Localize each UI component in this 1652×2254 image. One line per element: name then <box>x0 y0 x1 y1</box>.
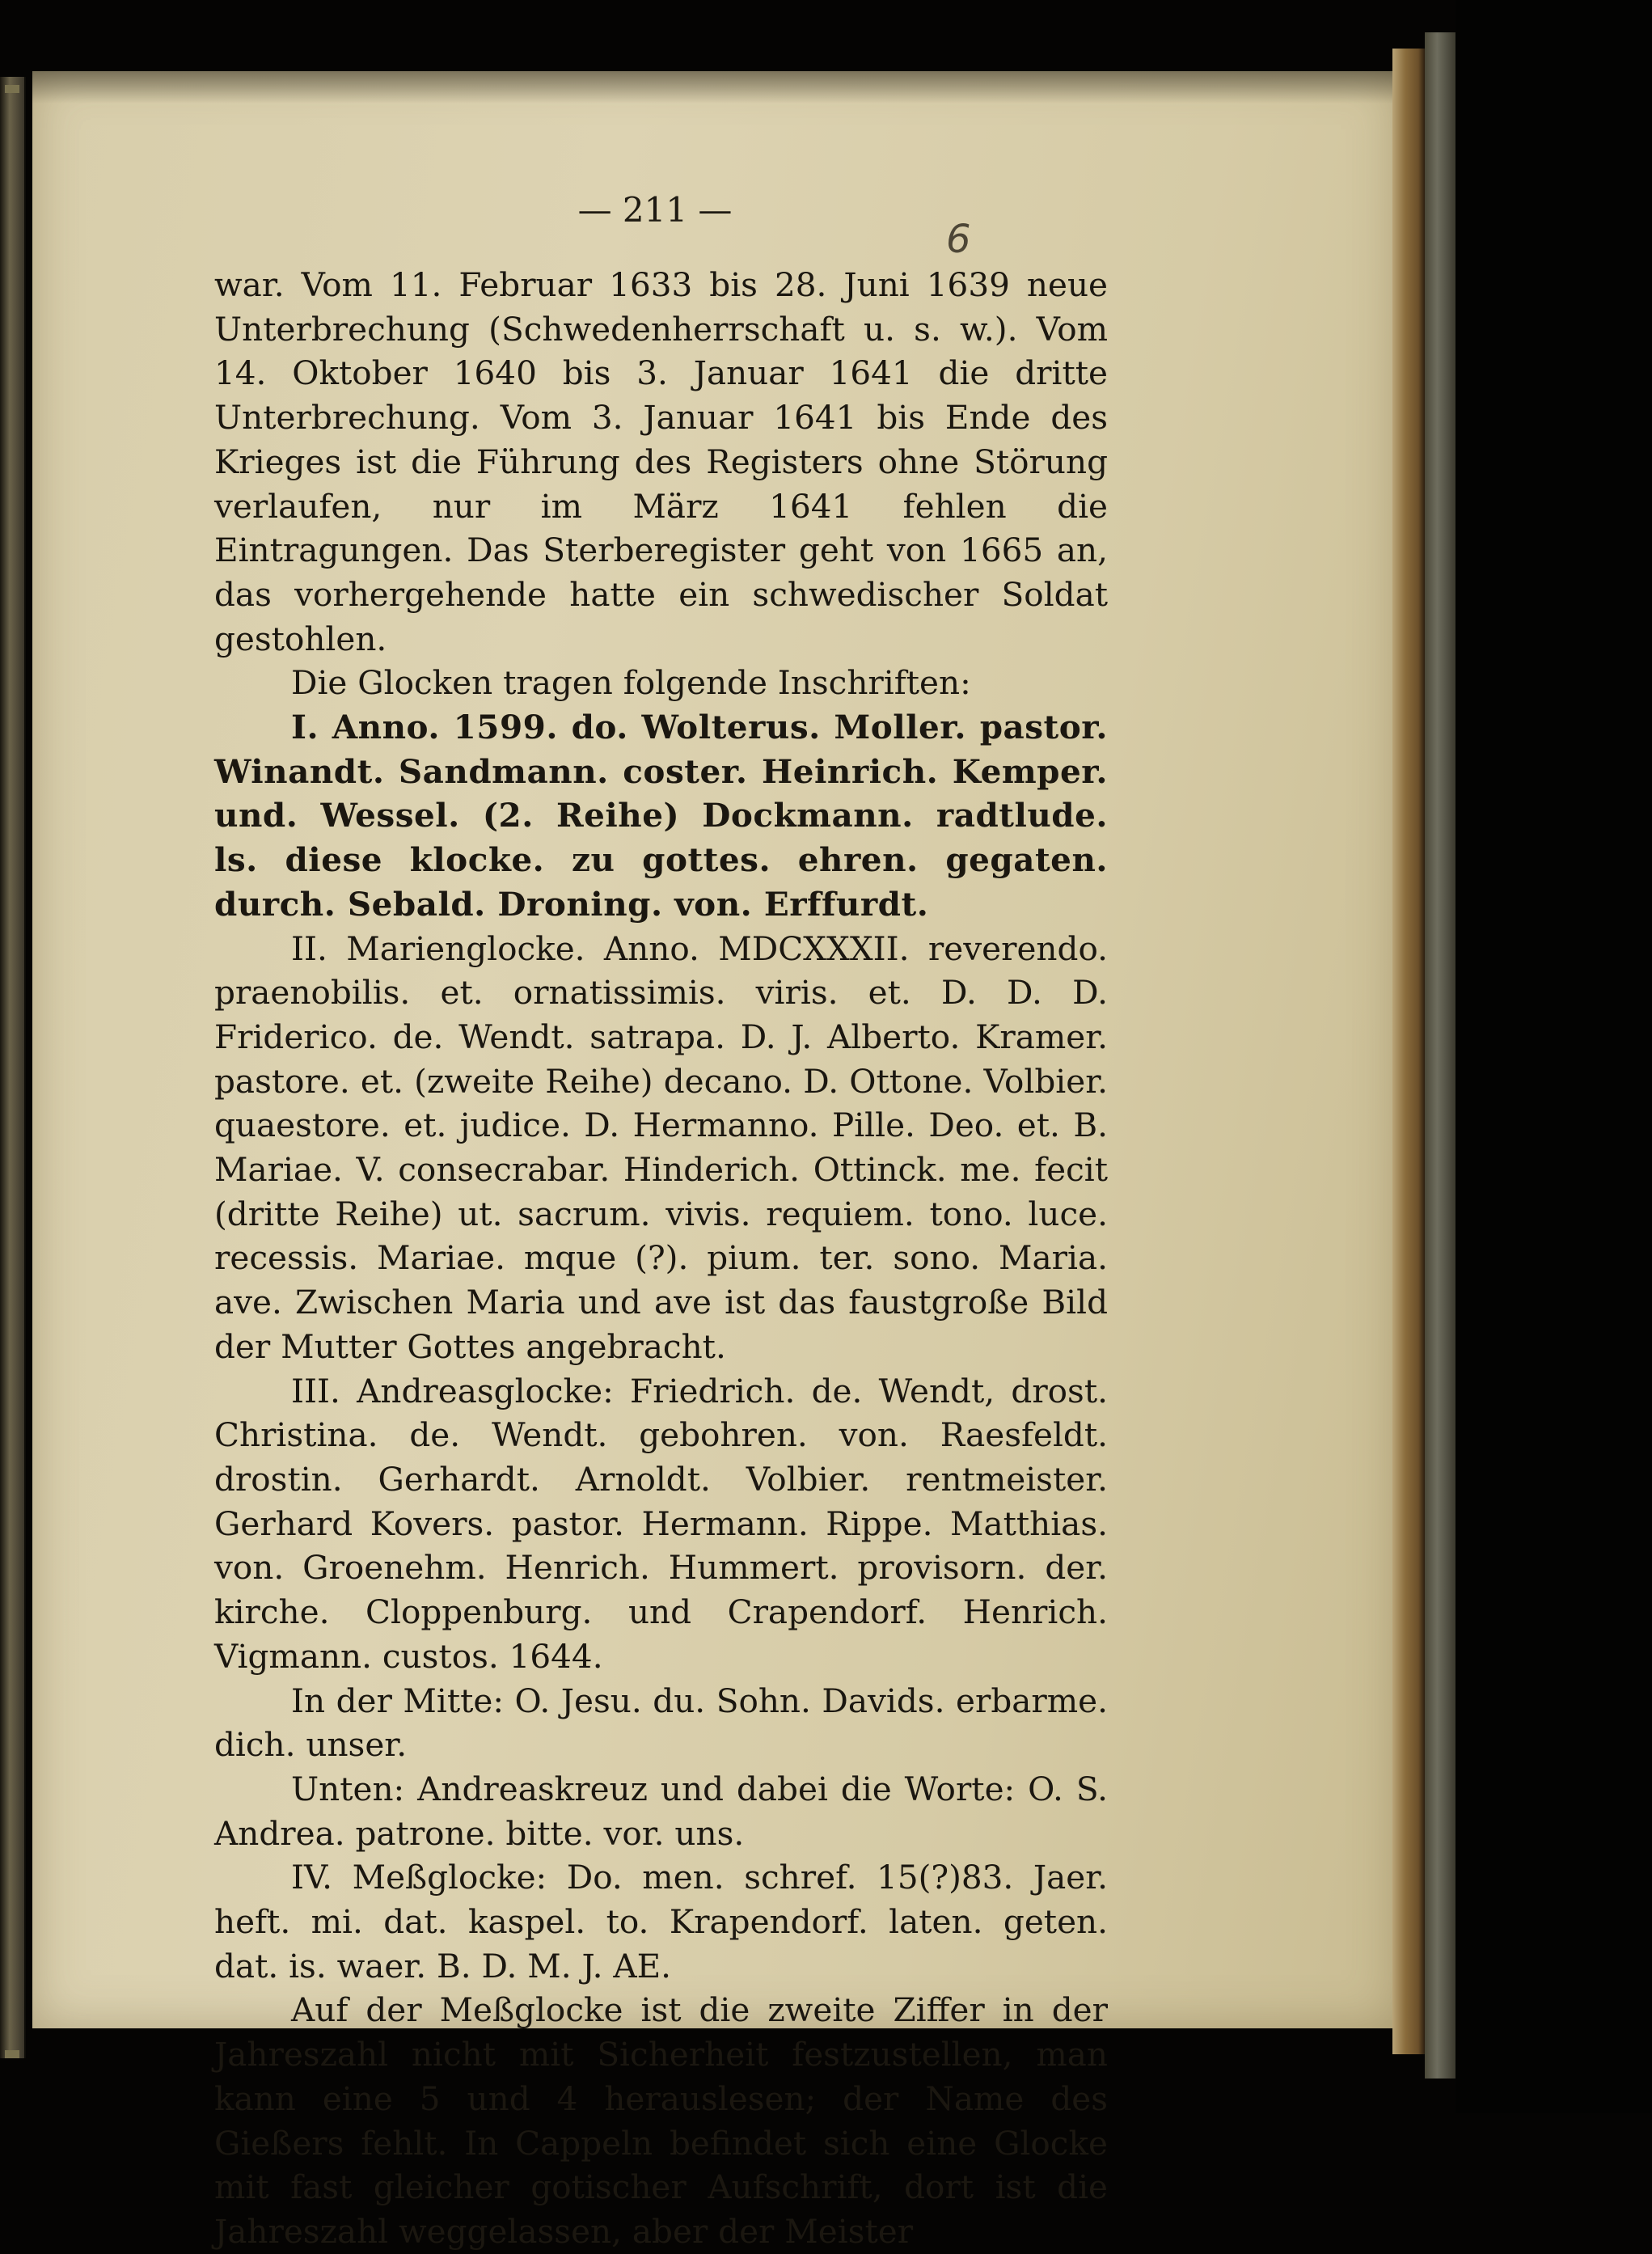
paragraph-bell-3: III. Andreasglocke: Friedrich. de. Wendt, drost. Christina. de. Wendt. gebohren. von. Raesfeldt. drostin. Gerhardt. Arnoldt. Volbier. rentmeister. Gerhard Kovers. pastor. Hermann. Rippe. Matthias. von. Groenehm. Henrich. Hummert. provisorn. der. kirche. Cloppenburg. und Crapendorf. Henrich. Vigmann. custos. 1644. <box>214 1371 1108 1676</box>
paragraph-bell-1: I. Anno. 1599. do. Wolterus. Moller. pastor. Winandt. Sandmann. coster. Heinrich. Kemper. und. Wessel. (2. Reihe) Dockmann. radtlude. ls. diese klocke. zu gottes. ehren. gegaten. durch. Sebald. Droning. von. Erffurdt. <box>214 708 1108 924</box>
paragraph-middle: In der Mitte: O. Jesu. du. Sohn. Davids. erbarme. dich. unser. <box>214 1681 1108 1765</box>
paragraph-bells-intro: Die Glocken tragen folgende Inschriften: <box>291 663 971 703</box>
page-number: — 211 — <box>577 190 733 230</box>
pencil-annotation: 6 <box>946 217 971 262</box>
paragraph-bottom: Unten: Andreaskreuz und dabei die Worte: O. S. Andrea. patrone. bitte. vor. uns. <box>214 1769 1108 1853</box>
page-stack-edge <box>1392 49 1425 2054</box>
left-page-edge <box>0 77 26 2058</box>
body-text <box>214 263 1108 2254</box>
paragraph-register: war. Vom 11. Februar 1633 bis 28. Juni 1639 neue Unterbrechung (Schwedenherrschaft u. s. w.). Vom 14. Oktober 1640 bis 3. Januar 1641 die dritte Unterbrechung. Vom 3. Januar 1641 bis Ende des Krieges ist die Führung des Registers ohne Störung verlaufen, nur im März 1641 fehlen die Eintragungen. Das Sterberegister geht von 1665 an, das vorhergehende hatte ein schwedischer Soldat gestohlen. <box>214 265 1108 658</box>
paragraph-bell-2: II. Marienglocke. Anno. MDCXXXII. reverendo. praenobilis. et. ornatissimis. viris. et. D. D. D. Friderico. de. Wendt. satrapa. D. J. Alberto. Kramer. pastore. et. (zweite Reihe) decano. D. Ottone. Volbier. quaestore. et. judice. D. Hermanno. Pille. Deo. et. B. Mariae. V. consecrabar. Hinderich. Ottinck. me. fecit (dritte Reihe) ut. sacrum. vivis. requiem. tono. luce. recessis. Mariae. mque (?). pium. ter. sono. Maria. ave. Zwischen Maria und ave ist das faustgroße Bild der Mutter Gottes angebracht. <box>214 928 1108 1366</box>
paragraph-mass-bell-note: Auf der Meßglocke ist die zweite Ziffer in der Jahreszahl nicht mit Sicherheit festzustellen, man kann eine 5 und 4 herauslesen; der Name des Gießers fehlt. In Cappeln befindet sich eine Glocke mit fast gleicher gotischer Aufschrift, dort ist die Jahreszahl weggelassen, aber der Meister <box>214 1990 1108 2251</box>
background <box>1456 0 1652 2113</box>
book-cover-edge <box>1425 32 1456 2079</box>
paragraph-bell-4: IV. Meßglocke: Do. men. schref. 15(?)83. Jaer. heft. mi. dat. kaspel. to. Krapendorf. laten. geten. dat. is. waer. B. D. M. J. AE. <box>214 1858 1108 1985</box>
page-top-shadow <box>32 71 1399 104</box>
